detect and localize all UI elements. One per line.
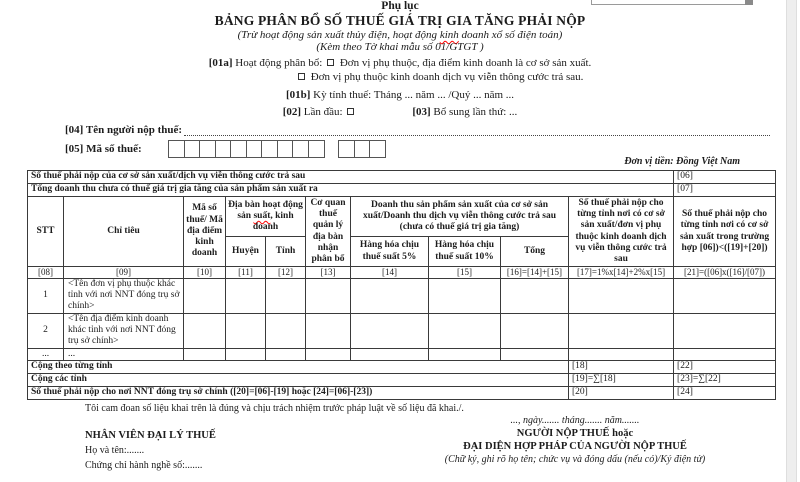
col-huyen-header: Huyện — [226, 237, 266, 267]
tax-id-box[interactable] — [168, 140, 185, 158]
field-01b-label: Kỳ tính thuế: Tháng ... năm ... /Quý ... năm ... — [313, 89, 515, 101]
summary-1-right-code: [22] — [674, 360, 776, 373]
col-tong-header: Tổng — [501, 237, 569, 267]
summary-row-total — [28, 373, 776, 386]
empty-cell[interactable] — [674, 279, 776, 314]
field-01a-code: [01a] — [208, 57, 233, 69]
subtitle-pre: (Trừ hoạt động sản xuất thủy điện, hoạt động — [237, 29, 440, 41]
tax-id-box[interactable] — [246, 140, 263, 158]
summary-1-left-code: [18] — [569, 360, 674, 373]
empty-cell[interactable] — [674, 313, 776, 348]
row-06-code: [06] — [674, 171, 776, 184]
date-line: ..., ngày....... tháng....... năm....... — [510, 415, 640, 426]
table-row — [28, 313, 776, 348]
field-04-code: [04] — [65, 124, 84, 136]
row-2-chitieu: <Tên địa điểm kinh doanh khác tỉnh với nơi NNT đóng trụ sở chính> — [64, 313, 184, 348]
empty-cell[interactable] — [184, 313, 226, 348]
col-chitieu-header: Chỉ tiêu — [64, 197, 184, 267]
row-07-label: Tổng doanh thu chưa có thuế giá trị gia tăng của sản phẩm sản xuất ra — [28, 184, 674, 197]
taxpayer-title-1: NGƯỜI NỘP THUẾ hoặc — [516, 428, 634, 439]
code-15: [15] — [429, 267, 501, 279]
diaban-pre: Địa bàn hoạt động sản — [228, 199, 303, 221]
subtitle-post: doanh xổ số điện toán) — [458, 29, 563, 41]
summary-row-hq — [28, 386, 776, 399]
col-diaban-header — [226, 197, 306, 237]
row-07 — [28, 184, 776, 197]
table-row — [28, 348, 776, 360]
option2-label: Đơn vị phụ thuộc kinh doanh dịch vụ viễn thông cước trả sau. — [310, 71, 584, 83]
field-03-code: [03] — [412, 106, 431, 118]
codes-row — [28, 267, 776, 279]
row-07-code: [07] — [674, 184, 776, 197]
tax-id-box[interactable] — [277, 140, 294, 158]
tax-agent-title: NHÂN VIÊN ĐẠI LÝ THUẾ — [85, 430, 216, 441]
empty-cell[interactable] — [674, 348, 776, 360]
code-10: [10] — [184, 267, 226, 279]
taxpayer-signature-block — [390, 414, 760, 466]
col-hh10-header: Hàng hóa chịu thuế suất 10% — [429, 237, 501, 267]
field-01b-code: [01b] — [285, 89, 311, 101]
summary-3-left-code: [20] — [569, 386, 674, 399]
tax-id-box[interactable] — [308, 140, 325, 158]
col-21-header: Số thuế phải nộp cho từng tỉnh nơi có cơ sở sản xuất trong trường hợp [06])<([19]+[20]) — [674, 197, 776, 267]
field-01b — [0, 89, 800, 101]
field-05-row — [65, 140, 386, 158]
empty-cell[interactable] — [501, 279, 569, 314]
empty-cell[interactable] — [184, 348, 226, 360]
row-06-label: Số thuế phải nộp của cơ sở sản xuất/dịch vụ viễn thông cước trả sau — [28, 171, 674, 184]
empty-cell[interactable] — [429, 279, 501, 314]
tax-agent-block — [85, 428, 216, 473]
summary-row-province — [28, 360, 776, 373]
dots-stt: ... — [28, 348, 64, 360]
summary-3-label: Số thuế phải nộp cho nơi NNT đóng trụ sở chính ([20]=[06]-[19] hoặc [24]=[06]-[23]) — [28, 386, 569, 399]
empty-cell[interactable] — [184, 279, 226, 314]
col-stt-header: STT — [28, 197, 64, 267]
subtitle-misspelled-word: kinh — [439, 29, 459, 41]
tax-id-box[interactable] — [230, 140, 247, 158]
empty-cell[interactable] — [351, 348, 429, 360]
tax-agent-cert-line: Chứng chỉ hành nghề số:....... — [85, 460, 203, 471]
empty-cell[interactable] — [569, 348, 674, 360]
col-mst-header: Mã số thuế/ Mã địa điểm kinh doanh — [184, 197, 226, 267]
empty-cell[interactable] — [266, 279, 306, 314]
taxpayer-title-2: ĐẠI DIỆN HỢP PHÁP CỦA NGƯỜI NỘP THUẾ — [463, 441, 687, 452]
empty-cell[interactable] — [306, 279, 351, 314]
option2-checkbox[interactable] — [298, 73, 305, 80]
col-hh5-header: Hàng hóa chịu thuế suất 5% — [351, 237, 429, 267]
taxpayer-name-input[interactable] — [184, 126, 770, 136]
summary-2-left-code: [19]=∑[18] — [569, 373, 674, 386]
field-02-label: Lần đầu: — [303, 106, 343, 118]
summary-3-right-code: [24] — [674, 386, 776, 399]
tax-id-box[interactable] — [184, 140, 201, 158]
empty-cell[interactable] — [429, 348, 501, 360]
tax-id-box[interactable] — [261, 140, 278, 158]
empty-cell[interactable] — [429, 313, 501, 348]
option1-checkbox[interactable] — [327, 59, 334, 66]
col-17-header: Số thuế phải nộp cho từng tỉnh nơi có cơ sở sản xuất/đơn vị phụ thuộc kinh doanh dịch vụ viễn thông cước trả sau — [569, 197, 674, 267]
col-doanhthu-header: Doanh thu sản phẩm sản xuất của cơ sở sản xuất/Doanh thu dịch vụ viễn thông cước trả sau (chưa có thuế giá trị gia tăng) — [351, 197, 569, 237]
declaration-text: Tôi cam đoan số liệu khai trên là đúng và chịu trách nhiệm trước pháp luật về số liệu đã khai./. — [85, 403, 464, 414]
code-09: [09] — [64, 267, 184, 279]
tax-id-input[interactable] — [170, 140, 387, 158]
code-13: [13] — [306, 267, 351, 279]
field-02-03-row — [0, 106, 800, 118]
tax-id-box[interactable] — [215, 140, 232, 158]
col-cqt-header: Cơ quan thuế quản lý địa bàn nhận phân bổ — [306, 197, 351, 267]
summary-1-label: Cộng theo từng tỉnh — [28, 360, 569, 373]
field-02-code: [02] — [282, 106, 302, 118]
empty-cell[interactable] — [306, 348, 351, 360]
field-01a-label: Hoạt động phân bổ: — [235, 57, 323, 69]
code-08: [08] — [28, 267, 64, 279]
code-12: [12] — [266, 267, 306, 279]
row-06 — [28, 171, 776, 184]
field-05-code: [05] — [65, 143, 84, 155]
first-time-checkbox[interactable] — [347, 108, 354, 115]
field-01a-option2 — [0, 71, 800, 83]
empty-cell[interactable] — [226, 313, 266, 348]
header-row-1 — [28, 197, 776, 237]
empty-cell[interactable] — [226, 279, 266, 314]
allocation-table — [27, 170, 776, 400]
field-04-label: Tên người nộp thuế: — [85, 124, 183, 136]
tax-id-box[interactable] — [292, 140, 309, 158]
field-03-label: Bổ sung lần thứ: ... — [433, 106, 518, 118]
tax-id-box[interactable] — [199, 140, 216, 158]
empty-cell[interactable] — [501, 348, 569, 360]
dots-chitieu: ... — [64, 348, 184, 360]
tax-id-suffix-box[interactable] — [338, 140, 355, 158]
col-tinh-header: Tỉnh — [266, 237, 306, 267]
code-11: [11] — [226, 267, 266, 279]
page-title: BẢNG PHÂN BỔ SỐ THUẾ GIÁ TRỊ GIA TĂNG PHẢI NỘP — [214, 13, 586, 28]
empty-cell[interactable] — [569, 279, 674, 314]
table-row — [28, 279, 776, 314]
code-17: [17]=1%x[14]+2%x[15] — [569, 267, 674, 279]
summary-2-right-code: [23]=∑[22] — [674, 373, 776, 386]
field-05-label: Mã số thuế: — [86, 143, 142, 155]
tax-id-suffix-box[interactable] — [354, 140, 371, 158]
option1-label: Đơn vị phụ thuộc, địa điểm kinh doanh là cơ sở sản xuất. — [339, 57, 592, 69]
currency-note: Đơn vị tiền: Đồng Việt Nam — [624, 156, 740, 167]
row-1-chitieu: <Tên đơn vị phụ thuộc khác tỉnh với nơi NNT đóng trụ sở chính> — [64, 279, 184, 314]
appendix-label: Phụ lục — [381, 0, 419, 12]
attachment-note: (Kèm theo Tờ khai mẫu số 01/GTGT ) — [316, 41, 484, 53]
empty-cell[interactable] — [266, 313, 306, 348]
empty-cell[interactable] — [569, 313, 674, 348]
row-2-stt: 2 — [28, 313, 64, 348]
row-1-stt: 1 — [28, 279, 64, 314]
empty-cell[interactable] — [501, 313, 569, 348]
summary-2-label: Cộng các tỉnh — [28, 373, 569, 386]
tax-agent-name-line: Họ và tên:....... — [85, 445, 145, 456]
page-subtitle — [0, 29, 800, 41]
signature-note: (Chữ ký, ghi rõ họ tên; chức vụ và đóng dấu (nếu có)/Ký điện tử) — [444, 454, 706, 465]
empty-cell[interactable] — [351, 279, 429, 314]
code-14: [14] — [351, 267, 429, 279]
code-21: [21]=([06]x([16]/[07]) — [674, 267, 776, 279]
field-01a — [0, 57, 800, 69]
empty-cell[interactable] — [266, 348, 306, 360]
empty-cell[interactable] — [226, 348, 266, 360]
tax-id-suffix-box[interactable] — [369, 140, 386, 158]
empty-cell[interactable] — [306, 313, 351, 348]
diaban-misspelled-word: suất — [253, 210, 271, 221]
empty-cell[interactable] — [351, 313, 429, 348]
code-16: [16]=[14]+[15] — [501, 267, 569, 279]
field-04-row — [65, 124, 770, 136]
diaban-post: , kinh doanh — [252, 210, 294, 233]
